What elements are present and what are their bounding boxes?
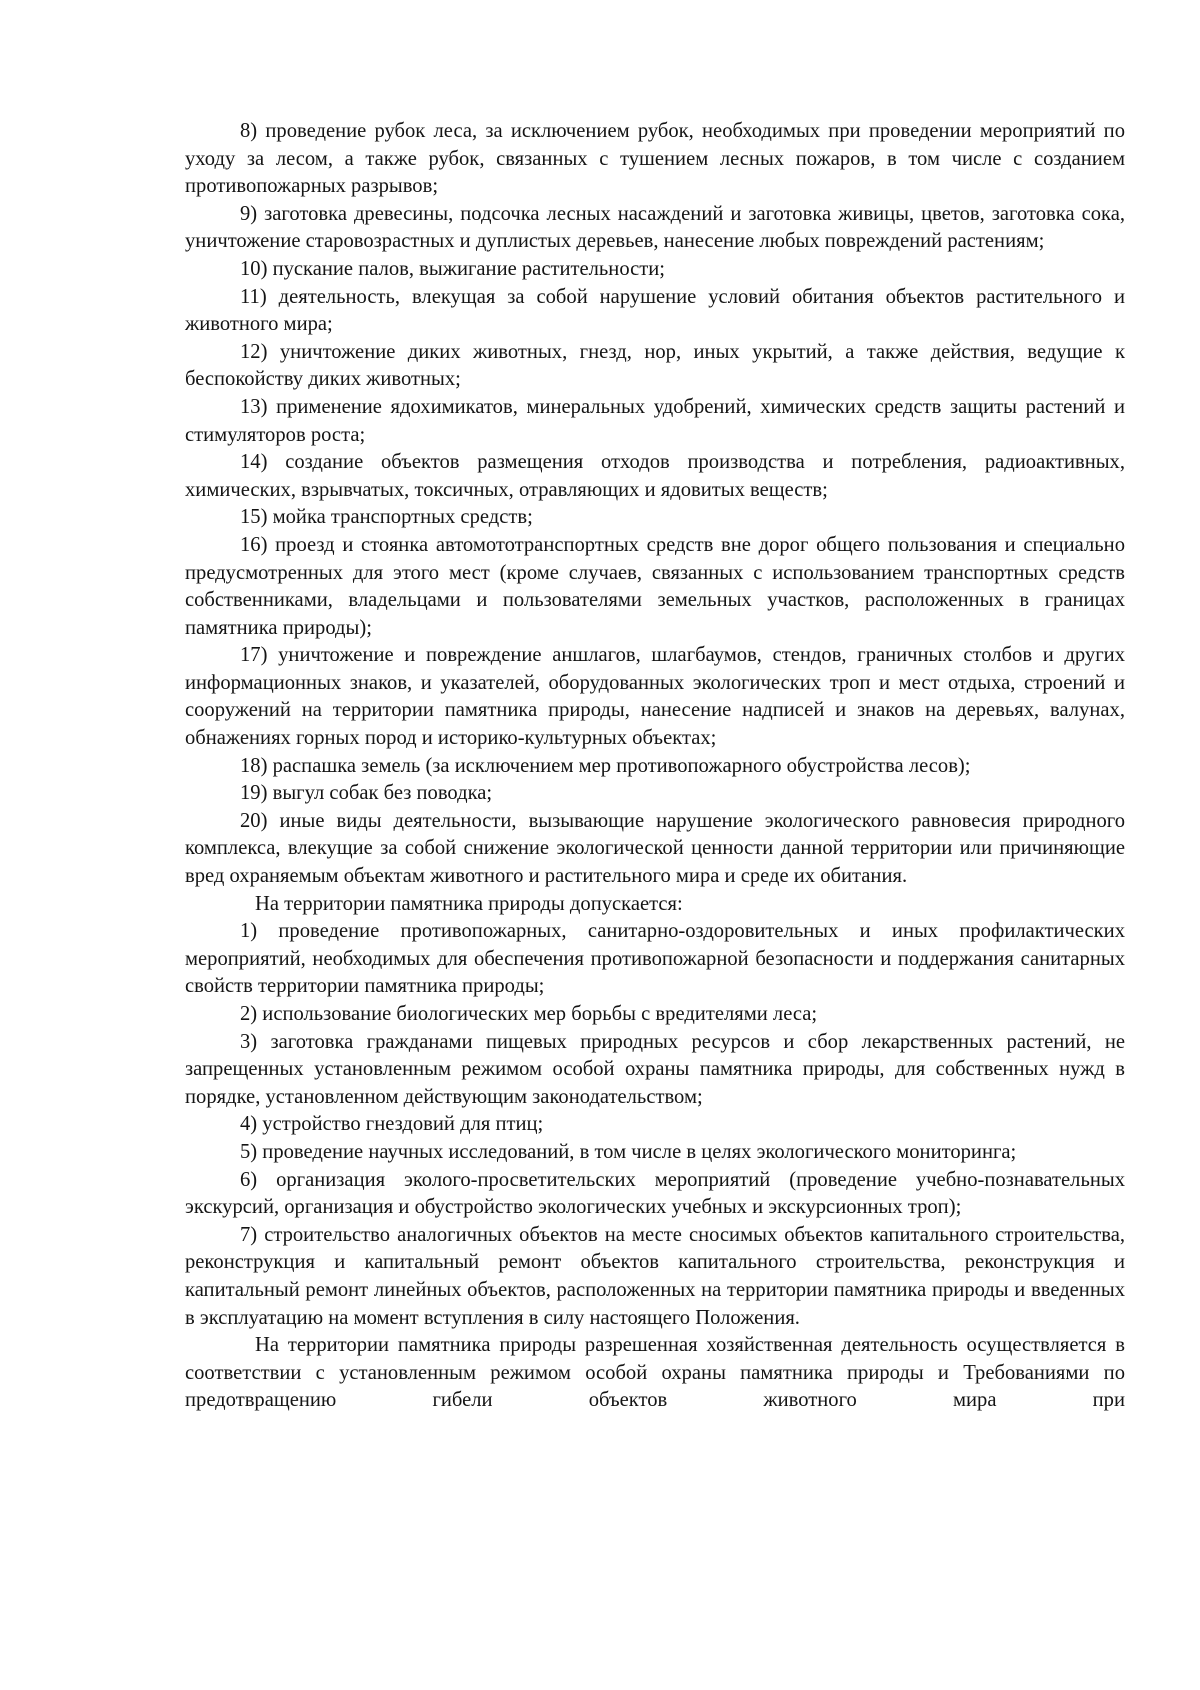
- paragraph-item-19: 19) выгул собак без поводка;: [240, 782, 493, 805]
- paragraph-item-9: 9) заготовка древесины, подсочка лесных насаждений и заготовка живицы, цветов, заготовка сока, уничтожение старовозрастных и дуплистых деревьев, нанесение любых повреждений растениям;: [185, 202, 1125, 253]
- paragraph-item-15: 15) мойка транспортных средств;: [240, 506, 533, 529]
- paragraph-item-12: 12) уничтожение диких животных, гнезд, нор, иных укрытий, а также действия, ведущие к беспокойству диких животных;: [185, 340, 1125, 391]
- paragraph-permitted-2: 2) использование биологических мер борьбы с вредителями леса;: [240, 1003, 818, 1025]
- paragraph-item-18: 18) распашка земель (за исключением мер противопожарного обустройства лесов);: [240, 754, 971, 777]
- paragraph-item-17: 17) уничтожение и повреждение аншлагов, шлагбаумов, стендов, граничных столбов и других информационных знаков, и указателей, оборудованных экологических троп и мест отдыха, строений и сооружений на территории памятника природы, нанесение надписей и знаков на деревьях, валунах, обнажениях горных пород и историко-культурных объектах;: [185, 644, 1125, 750]
- paragraph-economic-activity: На территории памятника природы разрешенная хозяйственная деятельность осуществляется в соответствии с установленным режимом особой охраны памятника природы и Требованиями по предотвращению гибели объектов животного мира при: [185, 1334, 1125, 1412]
- paragraph-item-16: 16) проезд и стоянка автомототранспортных средств вне дорог общего пользования и специально предусмотренных для этого мест (кроме случаев, связанных с использованием транспортных средств собственниками, владельцами и пользователями земельных участков, расположенных в границах памятника природы);: [185, 533, 1125, 639]
- paragraph-item-14: 14) создание объектов размещения отходов производства и потребления, радиоактивных, химических, взрывчатых, токсичных, отравляющих и ядовитых веществ;: [185, 451, 1125, 501]
- paragraph-item-13: 13) применение ядохимикатов, минеральных удобрений, химических средств защиты растений и стимуляторов роста;: [185, 395, 1125, 446]
- paragraph-permitted-4: 4) устройство гнездовий для птиц;: [240, 1113, 544, 1136]
- paragraph-item-20: 20) иные виды деятельности, вызывающие нарушение экологического равновесия природного комплекса, влекущие за собой снижение экологической ценности данной территории или причиняющие вред охраняемым объектам животного и растительного мира и среде их обитания.: [185, 809, 1125, 888]
- paragraph-item-10: 10) пускание палов, выжигание растительности;: [240, 257, 666, 280]
- document-body: [185, 118, 1125, 1415]
- paragraph-permitted-1: 1) проведение противопожарных, санитарно-оздоровительных и иных профилактических мероприятий, необходимых для обеспечения противопожарной безопасности и поддержания санитарных свойств территории памятника природы;: [185, 920, 1125, 998]
- paragraph-permitted-7: 7) строительство аналогичных объектов на месте сносимых объектов капитального строительства, реконструкция и капитальный ремонт объектов капитального строительства, реконструкция и капитальный ремонт линейных объектов, расположенных на территории памятника природы и введенных в эксплуатацию на момент вступления в силу настоящего Положения.: [185, 1223, 1125, 1329]
- paragraph-permitted-5: 5) проведение научных исследований, в том числе в целях экологического мониторинга;: [240, 1140, 1017, 1163]
- paragraph-permitted-6: 6) организация эколого-просветительских мероприятий (проведение учебно-познавательных экскурсий, организация и обустройство экологических учебных и экскурсионных троп);: [185, 1168, 1125, 1219]
- paragraph-item-8: 8) проведение рубок леса, за исключением рубок, необходимых при проведении мероприятий по уходу за лесом, а также рубок, связанных с тушением лесных пожаров, в том числе с созданием противопожарных разрывов;: [185, 120, 1125, 198]
- paragraph-item-11: 11) деятельность, влекущая за собой нарушение условий обитания объектов растительного и животного мира;: [185, 285, 1125, 336]
- paragraph-permitted-heading: На территории памятника природы допускается:: [255, 892, 683, 915]
- paragraph-permitted-3: 3) заготовка гражданами пищевых природных ресурсов и сбор лекарственных растений, не запрещенных установленным режимом особой охраны памятника природы, для собственных нужд в порядке, установленном действующим законодательством;: [185, 1030, 1125, 1108]
